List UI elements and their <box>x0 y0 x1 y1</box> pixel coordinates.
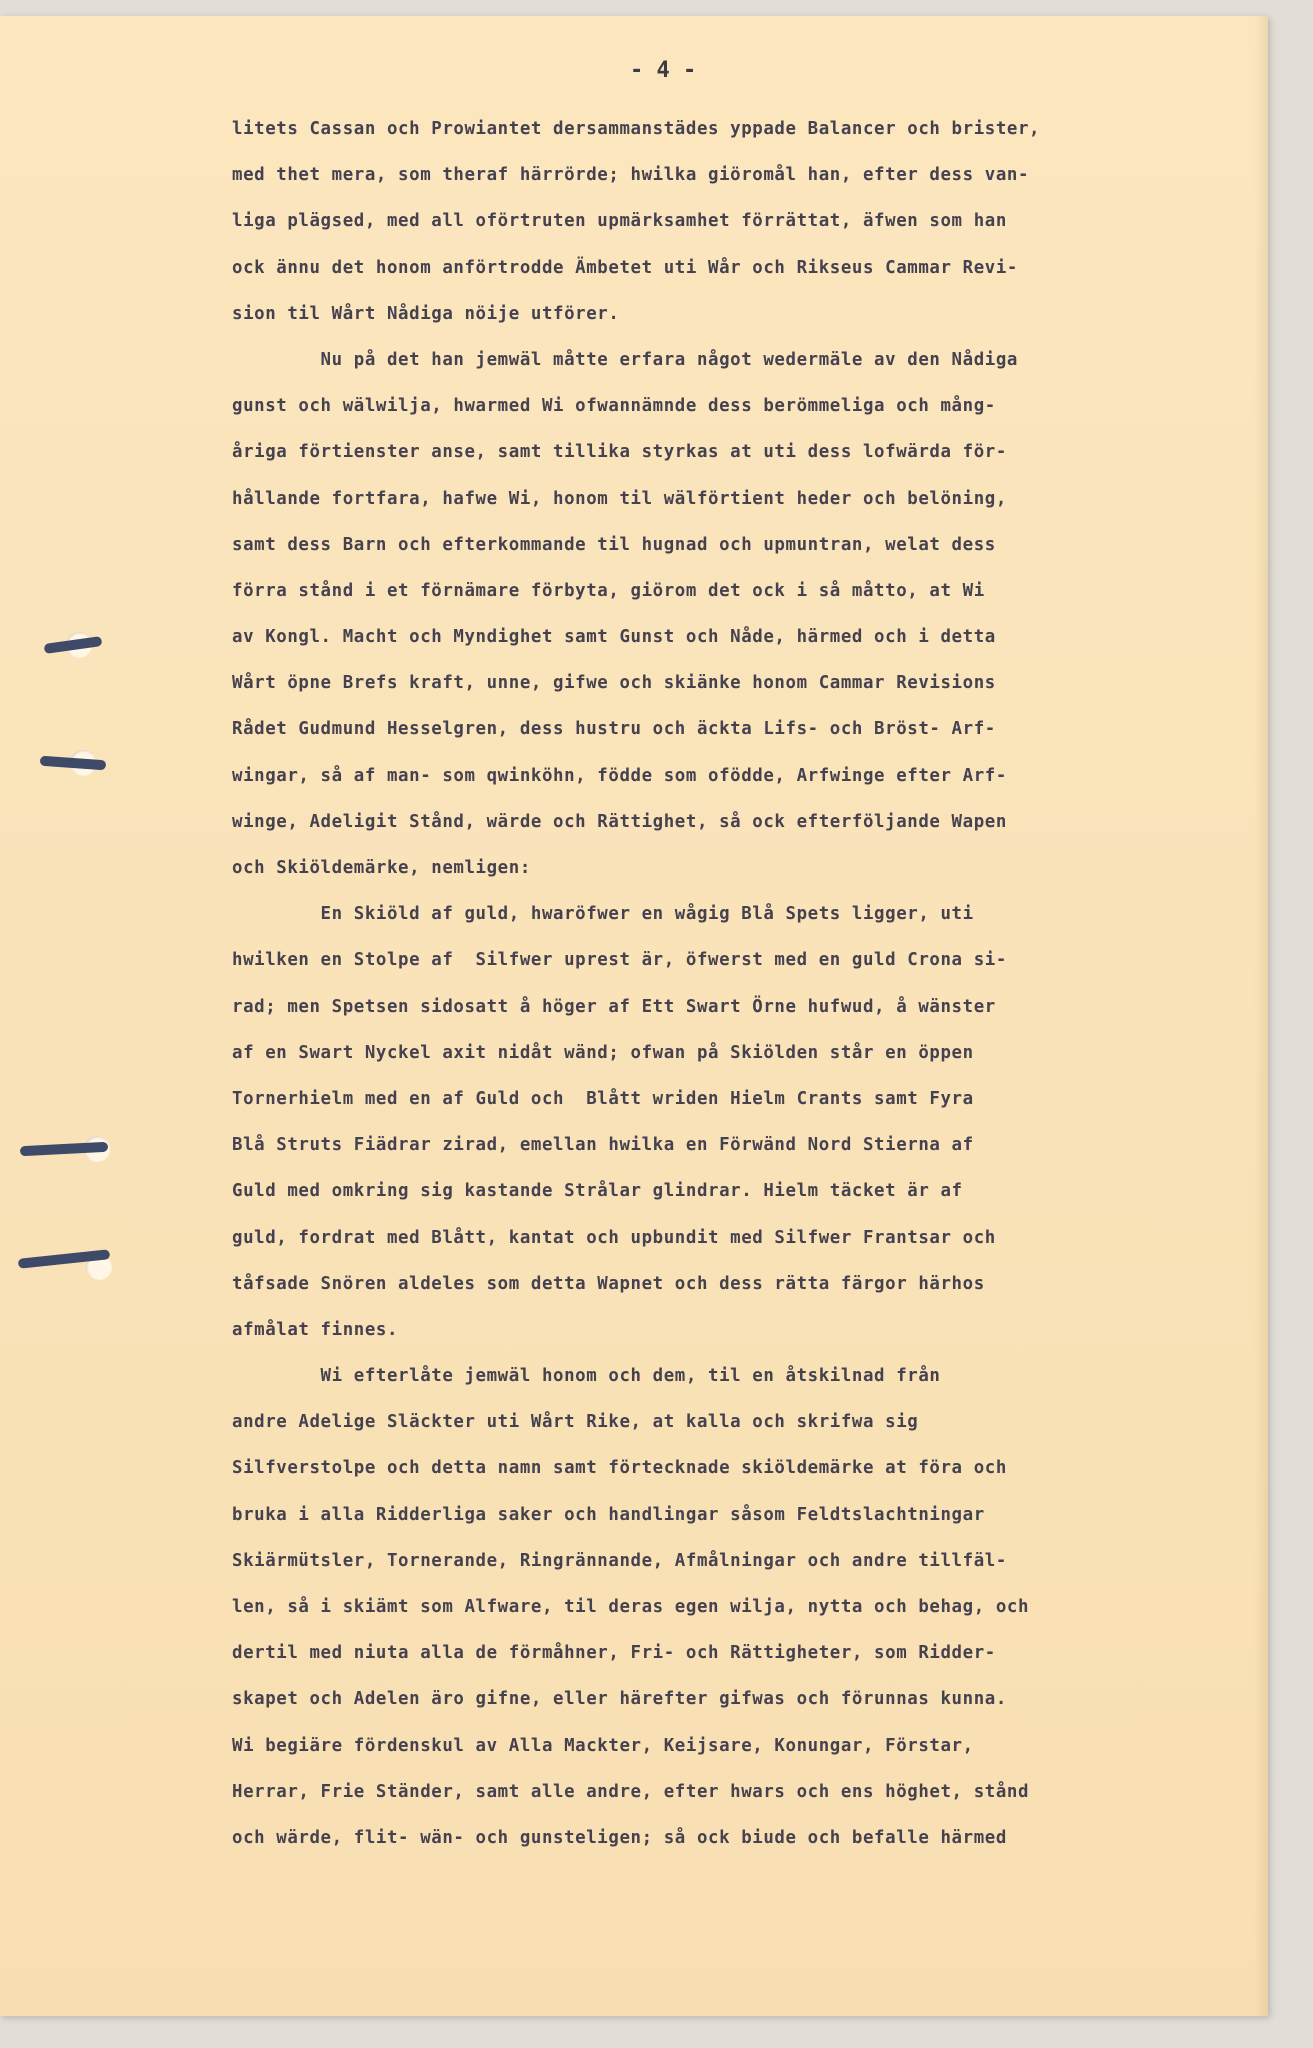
text-line: gunst och wälwilja, hwarmed Wi ofwannämnde dess berömmeliga och mång- <box>232 396 996 417</box>
text-line: Silfverstolpe och detta namn samt förtecknade skiöldemärke at föra och <box>232 1458 1007 1479</box>
text-line: guld, fordrat med Blått, kantat och upbundit med Silfwer Frantsar och <box>232 1227 996 1248</box>
text-line: Rådet Gudmund Hesselgren, dess hustru och äckta Lifs- och Bröst- Arf- <box>232 719 996 740</box>
text-line: ock ännu det honom anförtrodde Ämbetet uti Wår och Rikseus Cammar Revi- <box>232 257 1018 278</box>
text-line: Blå Struts Fiädrar zirad, emellan hwilka en Förwänd Nord Stierna af <box>232 1135 974 1156</box>
text-line: förra stånd i et förnämare förbyta, giörom det ock i så måtto, at Wi <box>232 580 985 601</box>
text-line: och Skiöldemärke, nemligen: <box>232 858 531 878</box>
text-line: En Skiöld af guld, hwaröfwer en wågig Blå Spets ligger, uti <box>232 904 974 925</box>
typed-letter-text <box>232 106 1272 1861</box>
text-line: Guld med omkring sig kastande Strålar glindrar. Hielm täcket är af <box>232 1181 963 1202</box>
text-line: winge, Adeligit Stånd, wärde och Rättighet, så ock efterföljande Wapen <box>232 811 1007 832</box>
text-line: hållande fortfara, hafwe Wi, honom til wälförtient heder och belöning, <box>232 488 1007 509</box>
document-page <box>0 16 1268 2016</box>
text-line: bruka i alla Ridderliga saker och handlingar såsom Feldtslachtningar <box>232 1504 985 1525</box>
text-line: Nu på det han jemwäl måtte erfara något wedermäle av den Nådiga <box>232 349 1018 370</box>
text-line: dertil med niuta alla de förmåhner, Fri- och Rättigheter, som Ridder- <box>232 1643 996 1664</box>
text-line: Herrar, Frie Ständer, samt alle andre, efter hwars och ens höghet, stånd <box>232 1781 1030 1802</box>
text-line: len, så i skiämt som Alfware, til deras egen wilja, nytta och behag, och <box>232 1597 1030 1617</box>
text-line: med thet mera, som theraf härrörde; hwilka giöromål han, efter dess van- <box>232 165 1030 186</box>
text-line: af en Swart Nyckel axit nidåt wänd; ofwan på Skiölden står en öppen <box>232 1042 974 1063</box>
text-line: Wårt öpne Brefs kraft, unne, gifwe och skiänke honom Cammar Revisions <box>232 673 996 694</box>
text-line: tåfsade Snören aldeles som detta Wapnet och dess rätta färgor härhos <box>232 1273 985 1294</box>
text-line: sion til Wårt Nådiga nöije utförer. <box>232 303 620 324</box>
text-line: skapet och Adelen äro gifne, eller härefter gifwas och förunnas kunna. <box>232 1689 1007 1710</box>
text-line: afmålat finnes. <box>232 1319 399 1340</box>
text-line: samt dess Barn och efterkommande til hugnad och upmuntran, welat dess <box>232 534 996 555</box>
text-line: Wi efterlåte jemwäl honom och dem, til en åtskilnad från <box>232 1366 941 1387</box>
text-line: liga plägsed, med all oförtruten upmärksamhet förrättat, äfwen som han <box>232 211 1007 232</box>
text-line: Tornerhielm med en af Guld och Blått wriden Hielm Crants samt Fyra <box>232 1088 974 1109</box>
text-line: åriga förtienster anse, samt tillika styrkas at uti dess lofwärda för- <box>232 442 1007 463</box>
text-line: Wi begiäre fördenskul av Alla Mackter, Keijsare, Konungar, Förstar, <box>232 1735 974 1756</box>
text-line: andre Adelige Släckter uti Wårt Rike, at kalla och skrifwa sig <box>232 1412 919 1433</box>
text-line: hwilken en Stolpe af Silfwer uprest är, öfwerst med en guld Crona si- <box>232 950 1007 971</box>
text-line: och wärde, flit- wän- och gunsteligen; så ock biude och befalle härmed <box>232 1827 1007 1848</box>
text-line: Skiärmütsler, Tornerande, Ringrännande, Afmålningar och andre tillfäl- <box>232 1550 1007 1571</box>
text-line: wingar, så af man- som qwinköhn, födde som ofödde, Arfwinge efter Arf- <box>232 765 1007 786</box>
page-number: - 4 - <box>630 58 697 83</box>
text-line: av Kongl. Macht och Myndighet samt Gunst och Nåde, härmed och i detta <box>232 627 996 648</box>
text-line: rad; men Spetsen sidosatt å höger af Ett Swart Örne hufwud, å wänster <box>232 996 996 1017</box>
text-line: litets Cassan och Prowiantet dersammanstädes yppade Balancer och brister, <box>232 119 1041 139</box>
